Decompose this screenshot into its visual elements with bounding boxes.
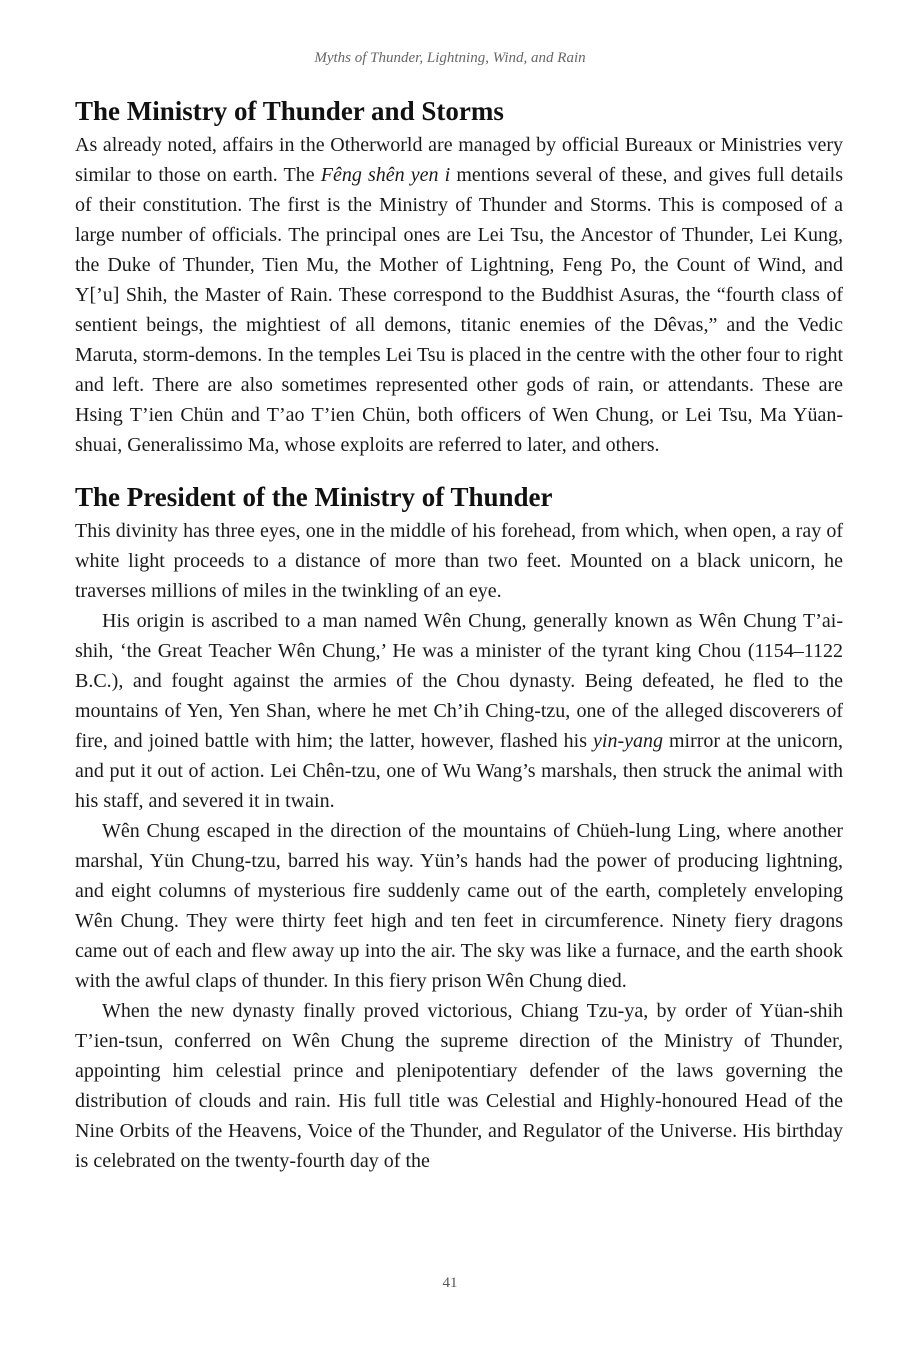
running-head: Myths of Thunder, Lightning, Wind, and Rain bbox=[314, 50, 586, 66]
section-heading-president: The President of the Ministry of Thunder bbox=[75, 482, 553, 512]
paragraph-text: His origin is ascribed to a man named Wên Chung, generally known as Wên Chung T’ai-shih, ‘the Great Teacher Wên Chung,’ He was a minister of the tyrant king Chou (1154–1122 B.C.), and fought against the armies of the Chou dynasty. Being defeated, he fled to the mountains of Yen, Yen Shan, where he met Ch’ih Ching-tzu, one of the alleged discoverers of fire, and joined battle with him; the latter, however, flashed his bbox=[75, 610, 843, 752]
section-heading-ministry: The Ministry of Thunder and Storms bbox=[75, 96, 504, 126]
paragraph-ministry bbox=[75, 130, 843, 460]
paragraph-text: mentions several of these, and gives full details of their constitution. The first is the Ministry of Thunder and Storms. This is composed of a large number of officials. The principal ones are Lei Tsu, the Ancestor of Thunder, Lei Kung, the Duke of Thunder, Tien Mu, the Mother of Lightning, Feng Po, the Count of Wind, and Y[’u] Shih, the Master of Rain. These correspond to the Buddhist Asuras, the “fourth class of sentient beings, the mightiest of all demons, titanic enemies of the Dêvas,” and the Vedic Maruta, storm-demons. In the temples Lei Tsu is placed in the centre with the other four to right and left. There are also sometimes represented other gods of rain, or attendants. These are Hsing T’ien Chün and T’ao T’ien Chün, both officers of Wen Chung, or Lei Tsu, Ma Yüan-shuai, Generalissimo Ma, whose exploits are referred to later, and others. bbox=[75, 164, 843, 456]
italic-title: Fêng shên yen i bbox=[320, 164, 451, 186]
paragraph-text: As already noted, affairs in the Otherworld are managed by official Bureaux or Ministries very similar to those on earth. The bbox=[75, 134, 843, 186]
paragraph-president-3: Wên Chung escaped in the direction of the mountains of Chüeh-lung Ling, where another marshal, Yün Chung-tzu, barred his way. Yün’s hands had the power of producing lightning, and eight columns of mysterious fire suddenly came out of the earth, completely enveloping Wên Chung. They were thirty feet high and ten feet in circumference. Ninety fiery dragons came out of each and flew away up into the air. The sky was like a furnace, and the earth shook with the awful claps of thunder. In this fiery prison Wên Chung died. bbox=[75, 820, 843, 992]
paragraph-president-1: This divinity has three eyes, one in the middle of his forehead, from which, when open, a ray of white light proceeds to a distance of more than two feet. Mounted on a black unicorn, he traverses millions of miles in the twinkling of an eye. bbox=[75, 520, 843, 602]
italic-term: yin-yang bbox=[593, 730, 663, 752]
page-number: 41 bbox=[442, 1275, 458, 1291]
page-body bbox=[75, 94, 843, 1176]
paragraph-text: mirror at the unicorn, and put it out of action. Lei Chên-tzu, one of Wu Wang’s marshals, then struck the animal with his staff, and severed it in twain. bbox=[75, 730, 844, 812]
paragraph-president-2 bbox=[75, 606, 843, 816]
paragraph-president-4: When the new dynasty finally proved victorious, Chiang Tzu-ya, by order of Yüan-shih T’ien-tsun, conferred on Wên Chung the supreme direction of the Ministry of Thunder, appointing him celestial prince and plenipotentiary defender of the laws governing the distribution of clouds and rain. His full title was Celestial and Highly-honoured Head of the Nine Orbits of the Heavens, Voice of the Thunder, and Regulator of the Universe. His birthday is celebrated on the twenty-fourth day of the bbox=[75, 1000, 843, 1172]
